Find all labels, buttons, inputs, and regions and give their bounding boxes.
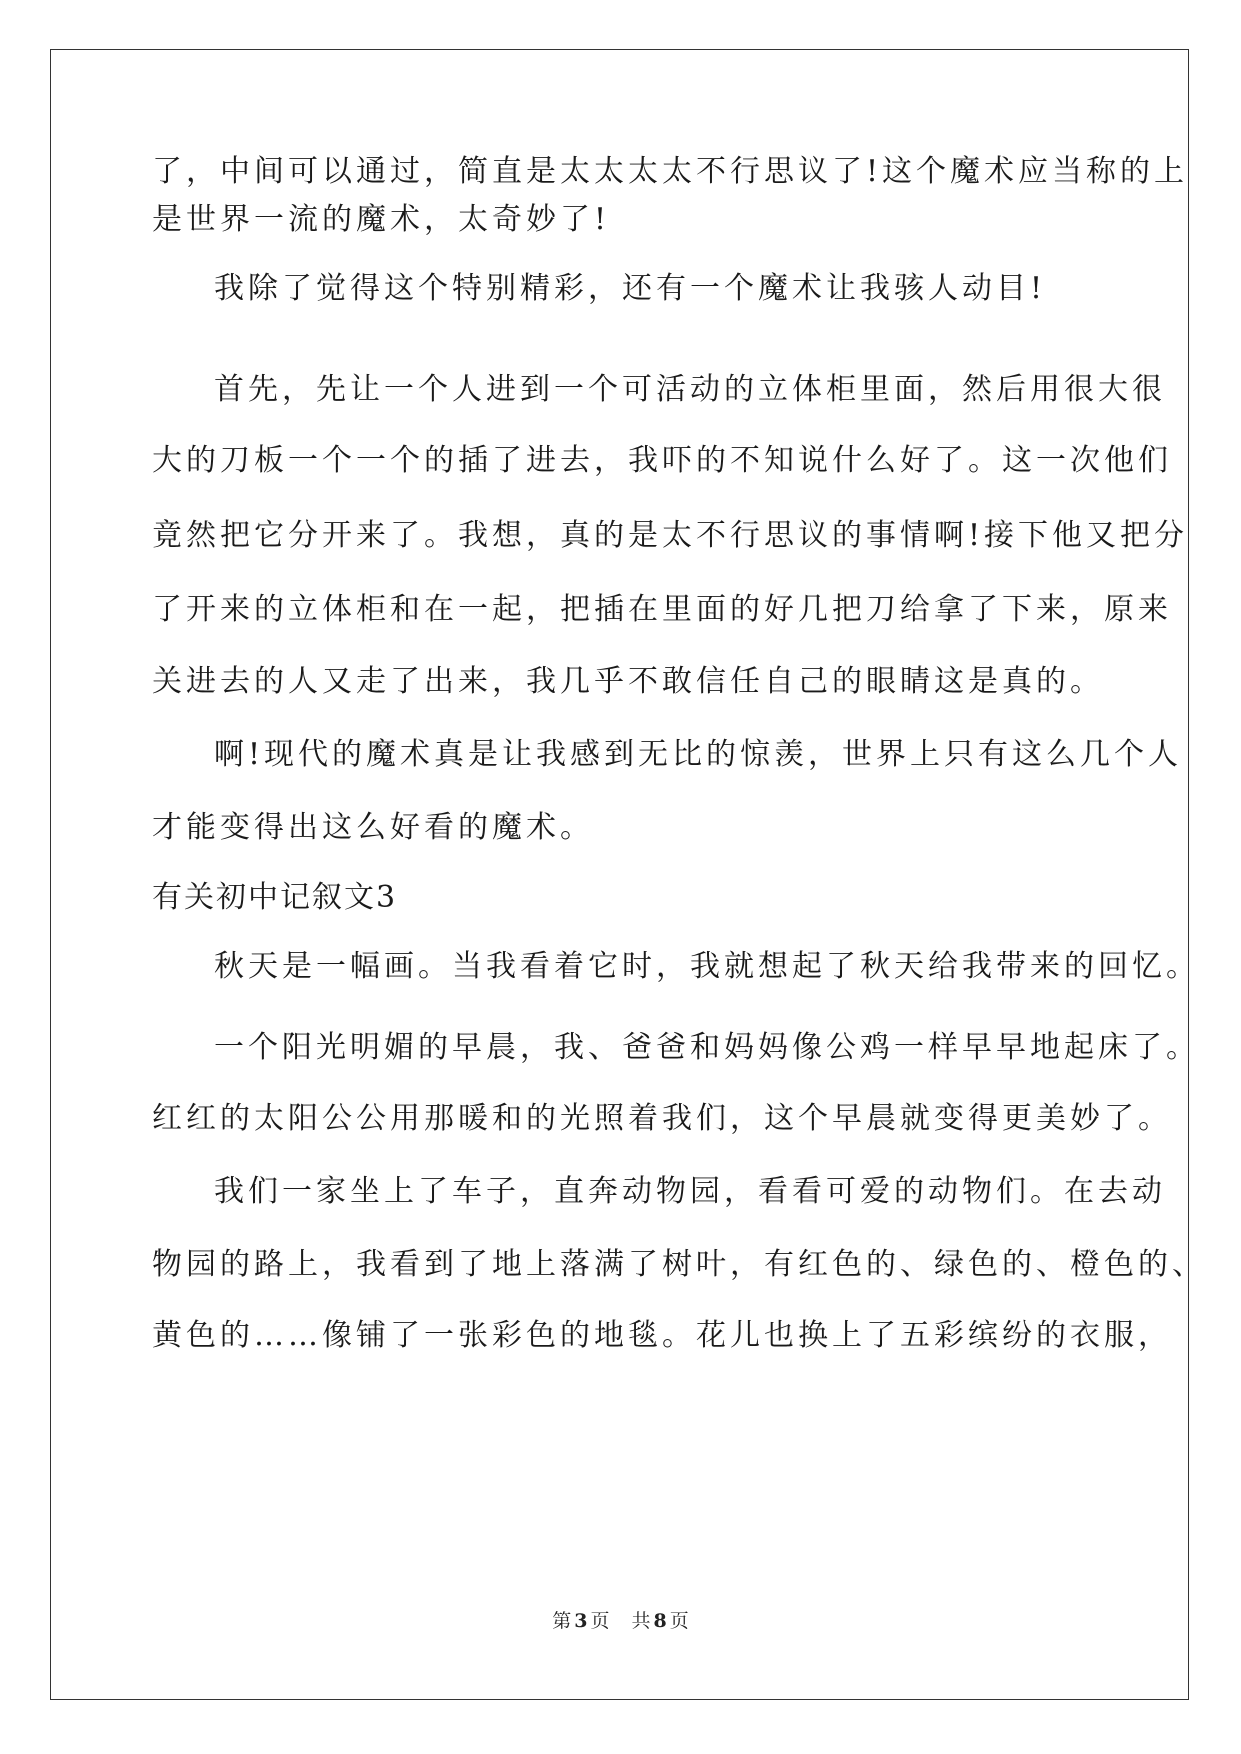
body-line-8: 关进去的人又走了出来，我几乎不敢信任自己的眼睛这是真的。 — [152, 664, 1104, 699]
total-page-number: 8 — [653, 1610, 667, 1632]
body-line-7: 了开来的立体柜和在一起，把插在里面的好几把刀给拿了下来，原来 — [152, 592, 1172, 627]
page-footer — [0, 1606, 1241, 1633]
body-line-14: 红红的太阳公公用那暖和的光照着我们，这个早晨就变得更美妙了。 — [152, 1101, 1172, 1136]
body-line-6: 竟然把它分开来了。我想，真的是太不行思议的事情啊!接下他又把分 — [152, 518, 1189, 553]
total-suffix: 页 — [669, 1610, 689, 1632]
paragraph-line-13: 一个阳光明媚的早晨，我、爸爸和妈妈像公鸡一样早早地起床了。 — [214, 1030, 1200, 1065]
paragraph-line-3: 我除了觉得这个特别精彩，还有一个魔术让我骇人动目! — [214, 271, 1047, 306]
body-line-1: 了，中间可以通过，简直是太太太太不行思议了!这个魔术应当称的上 — [152, 154, 1189, 189]
total-prefix: 共 — [631, 1610, 651, 1632]
paragraph-line-9: 啊!现代的魔术真是让我感到无比的惊羡，世界上只有这么几个人 — [214, 737, 1183, 772]
body-line-2: 是世界一流的魔术，太奇妙了! — [152, 202, 611, 237]
section-heading: 有关初中记叙文3 — [152, 880, 398, 915]
paragraph-line-15: 我们一家坐上了车子，直奔动物园，看看可爱的动物们。在去动 — [214, 1174, 1166, 1209]
body-line-16: 物园的路上，我看到了地上落满了树叶，有红色的、绿色的、橙色的、 — [152, 1247, 1206, 1282]
body-line-5: 大的刀板一个一个的插了进去，我吓的不知说什么好了。这一次他们 — [152, 443, 1172, 478]
current-page-number: 3 — [574, 1610, 588, 1632]
page-suffix: 页 — [590, 1610, 610, 1632]
paragraph-line-12: 秋天是一幅画。当我看着它时，我就想起了秋天给我带来的回忆。 — [214, 949, 1200, 984]
body-line-10: 才能变得出这么好看的魔术。 — [152, 810, 594, 845]
page-prefix: 第 — [552, 1610, 572, 1632]
body-line-17: 黄色的……像铺了一张彩色的地毯。花儿也换上了五彩缤纷的衣服， — [152, 1318, 1172, 1353]
paragraph-line-4: 首先，先让一个人进到一个可活动的立体柜里面，然后用很大很 — [214, 372, 1166, 407]
